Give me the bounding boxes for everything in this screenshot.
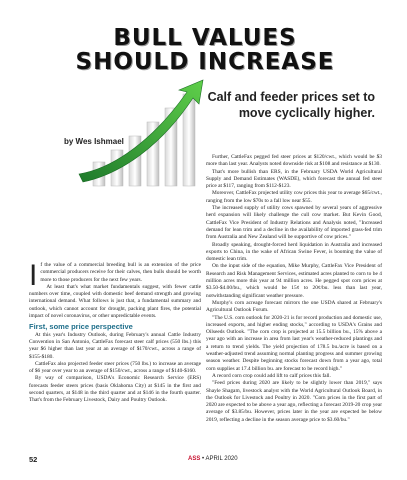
magazine-footer <box>188 456 238 462</box>
drop-cap: I <box>29 259 38 292</box>
paragraph: At this year's Industry Outlook, during February's annual Cattle Industry Convention in San Antonio, CattleFax forecast steer calf prices (550 lbs.) this year $6 higher than last year at an average of $170/cwt., across a range of $155-$180. <box>29 331 201 360</box>
section-heading: First, some price perspective <box>29 322 133 332</box>
paragraph: Moreover, CattleFax projected utility cow prices this year to average $65/cwt., ranging from the low $70s to a fall low near $55. <box>206 190 382 204</box>
lead-text: f the value of a commercial breeding bull is an extension of the price commercial producers receive for their calves, then bulls should be worth more to those producers for the next few years. <box>40 262 201 283</box>
headline <box>30 26 380 74</box>
paragraph: That's more bullish than ERS, in the February USDA World Agricultural Supply and Demand Estimates (WASDE), which forecast the annual fed steer price at $117, ranging from $112-$123. <box>206 168 382 190</box>
left-column <box>29 259 201 405</box>
paragraph: "Feed prices during 2020 are likely to be slightly lower than 2019," says Shayle Shagam, livestock analyst with the World Agricultural Outlook Board, in the Outlook for Livestock and Poultry in 2020. "Corn prices in the first part of 2020 are expected to be above a year ago, reflecting a forecast 2019-20 crop year average of $3.85/bu. However, prices later in the year are expected be below 2019, reflecting a decline in the season average price to $3.60/bu." <box>206 380 382 423</box>
right-column <box>206 154 382 424</box>
paragraph: Broadly speaking, drought-forced herd liquidation in Australia and increased exports to China, in the wake of African Swine Fever, is booming the value of domestic lean trim. <box>206 241 382 263</box>
paragraph: At least that's what market fundamentals suggest, with fewer cattle numbers over time, coupled with domestic beef demand strength and growing international demand. What follows is just that, a fundamental summary and outlook, which cannot account for drought, packing plant fires, the potential impact of novel coronavirus, or other unpredictable events. <box>29 283 201 320</box>
paragraph: CattleFax also projected feeder steer prices (750 lbs.) to increase an average of $6 year over year to an average of $150/cwt., across a range of $140-$160. <box>29 360 201 375</box>
paragraph: The increased supply of utility cows spawned by several years of aggressive herd expansion will likely challenge the cull cow market. But Kevin Good, CattleFax Vice President of Industry Relations and Analysis noted, "Increased demand for lean trim and a decline in the availability of imported grass-fed trim from Australia and New Zealand will be supportive of cow prices." <box>206 205 382 241</box>
paragraph: On the input side of the equation, Mike Murphy, CattleFax Vice President of Research and Risk Management Services, estimated acres planted to corn to be 4 million acres more this year at 94 million acres. He pegged spot corn prices at $3.50-$4.00/bu., which would be 15¢ to 20¢/bu. less than last year, notwithstanding significant weather pressure. <box>206 263 382 299</box>
lead-paragraph <box>29 259 201 292</box>
paragraph: Further, CattleFax pegged fed steer prices at $120/cwt., which would be $3 more than last year. Analysts noted downside risk at $108 and resistance at $130. <box>206 154 382 168</box>
issue-date: • APRIL 2020 <box>202 456 238 462</box>
byline: by Wes Ishmael <box>64 137 124 146</box>
subtitle: Calf and feeder prices set to move cyclically higher. <box>207 90 375 120</box>
paragraph: Murphy's corn acreage forecast mirrors the one USDA shared at February's Agricultural Outlook Forum. <box>206 299 382 314</box>
page-number: 52 <box>29 455 38 464</box>
headline-line2: SHOULD INCREASE <box>75 49 335 75</box>
paragraph: "The U.S. corn outlook for 2020-21 is for record production and domestic use, increased exports, and higher ending stocks," according to USDA's Grains and Oilseeds Outlook. "The corn crop is projected at 15.5 billion bu., 15% above a year ago with an increase in area from last year's weather-reduced plantings and a return to trend yields. The yield projection of 178.5 bu./acre is based on a weather-adjusted trend assuming normal planting progress and summer growing season weather. Despite beginning stocks forecast down from a year ago, total corn supplies at 17.4 billion bu. are forecast to be record high." <box>206 314 382 372</box>
rising-bars-graphic <box>75 78 215 190</box>
paragraph: By way of comparison, USDA's Economic Research Service (ERS) forecasts feeder steers prices (basis Oklahoma City) at $145 in the first and second quarters, at $148 in the third quarter and at $146 in the fourth quarter. That's from the February Livestock, Dairy and Poultry Outlook. <box>29 375 201 404</box>
magazine-brand: ASS <box>188 456 201 462</box>
paragraph: A record corn crop could add lift to calf prices this fall. <box>212 372 331 379</box>
headline-line1: BULL VALUES <box>113 25 297 51</box>
